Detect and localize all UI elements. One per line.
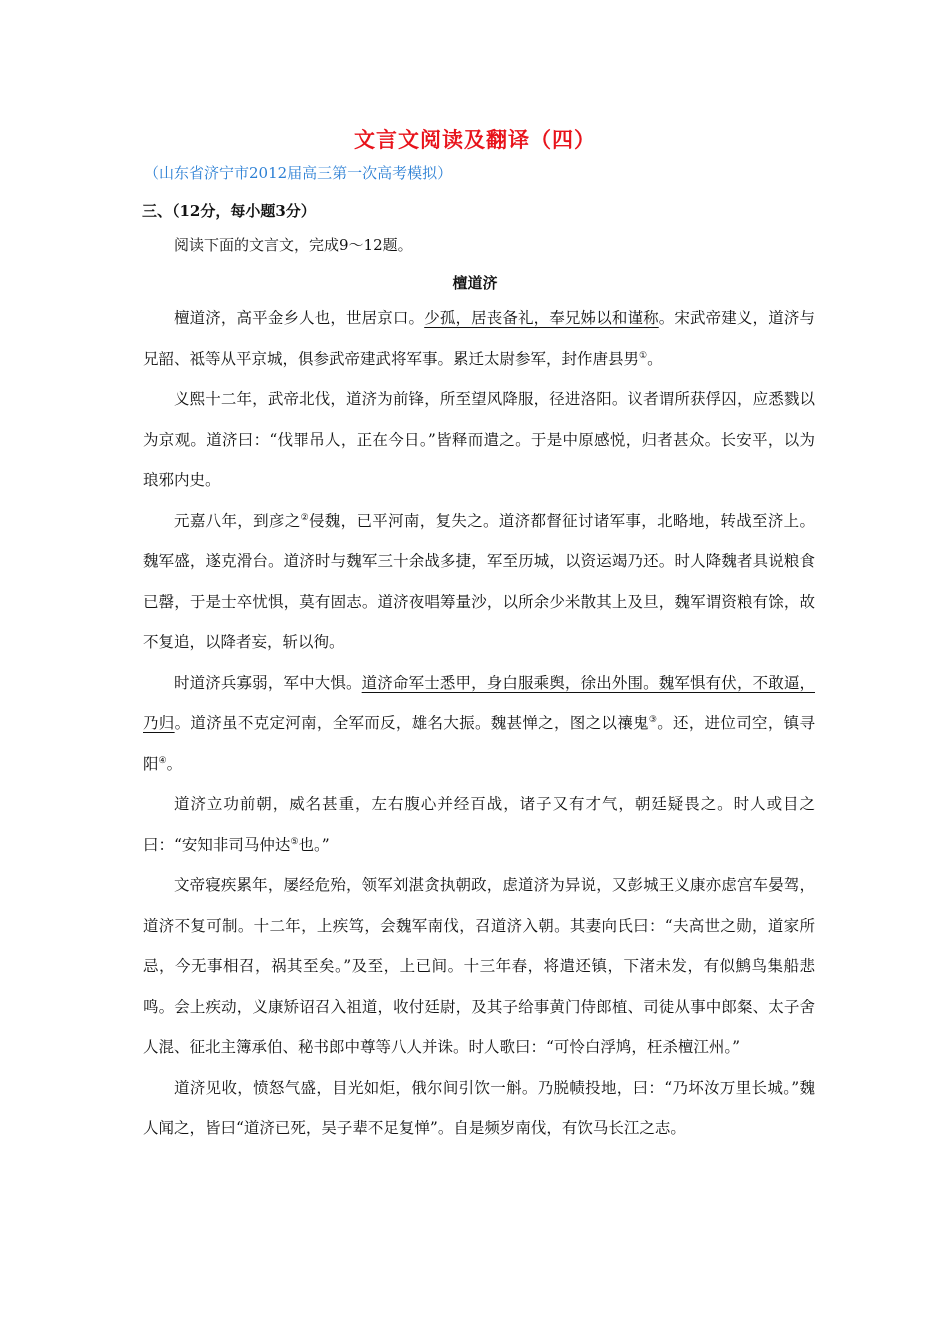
underlined-sentence: 道济命军士悉甲，身白服乘舆，徐出外围。魏军惧有伏，不敢逼，乃归 [143,673,815,732]
article-paragraph [143,379,815,501]
article-paragraph [143,865,815,1068]
section-heading: 三、（12分，每小题3分） [142,202,316,220]
underlined-sentence: 少孤，居丧备礼，奉兄姊以和谨称 [424,309,659,327]
paragraph-text: 。还，进位司空，镇寻阳 [143,714,815,773]
document-title: 文言文阅读及翻译（四） [354,127,596,152]
paragraph-text: 。宋武帝建义，道济与兄韶、祗等从平京城，俱参武帝建武将军事。累迁太尉参军，封作唐县男 [143,309,815,368]
paragraph-text: 道济见收，愤怒气盛，目光如炬，俄尔间引饮一斛。乃脱帻投地，曰：“乃坏汝万里长城。”魏人闻之，皆曰“道济已死，吴子辈不足复惮”。自是频岁南伐，有饮马长江之志。 [143,1078,815,1137]
article-paragraph [143,1068,815,1149]
instruction-text: 阅读下面的文言文，完成9～12题。 [174,236,413,254]
paragraph-text: 道济立功前朝，威名甚重，左右腹心并经百战，诸子又有才气，朝廷疑畏之。时人或目之曰：“安知非司马仲达 [143,795,815,854]
article-paragraph [143,663,815,785]
footnote-marker: ③ [648,715,658,725]
footnote-marker: ② [300,512,309,523]
article-title: 檀道济 [452,274,498,292]
paragraph-text: 也。” [298,835,330,854]
paragraph-text: 侵魏，已平河南，复失之。道济都督征讨诸军事，北略地，转战至济上。魏军盛，遂克滑台。道济时与魏军三十余战多捷，军至历城，以资运竭乃还。时人降魏者具说粮食已罄，于是士卒忧惧，莫有固志。道济夜唱筹量沙，以所余少米散其上及旦，魏军谓资粮有馀，故不复追，以降者妄，斩以徇。 [143,511,815,651]
paragraph-text: 文帝寝疾累年，屡经危殆，领军刘湛贪执朝政，虑道济为异说，又彭城王义康亦虑宫车晏驾，道济不复可制。十二年，上疾笃，会魏军南伐，召道济入朝。其妻向氏曰：“夫高世之勋，道家所忌，今无事相召，祸其至矣。”及至，上已间。十三年春，将遣还镇，下渚未发，有似鹪鸟集船悲鸣。会上疾动，义康矫诏召入祖道，收付廷尉，及其子给事黄门侍郎植、司徒从事中郎粲、太子舍人混、征北主簿承伯、秘书郎中尊等八人并诛。时人歌曰：“可怜白浮鸠，枉杀檀江州。” [143,876,815,1056]
article-paragraph [143,784,815,865]
paragraph-text: 。 [166,754,183,773]
article-paragraph [143,298,815,379]
article-paragraph [143,501,815,663]
paragraph-text: 檀道济，高平金乡人也，世居京口。 [174,309,425,327]
source-note: （山东省济宁市2012届高三第一次高考模拟） [144,164,453,182]
paragraph-text: 元嘉八年，到彦之 [174,511,301,530]
footnote-marker: ④ [158,755,167,766]
article-body [143,298,815,1149]
paragraph-text: 时道济兵寡弱，军中大惧。 [174,673,362,692]
paragraph-text: 义熙十二年，武帝北伐，道济为前锋，所至望风降服，径进洛阳。议者谓所获俘囚，应悉戮以为京观。道济曰：“伐罪吊人，正在今日。”皆释而遣之。于是中原感悦，归者甚众。长安平，以为琅邪内史。 [143,390,815,489]
paragraph-text: 。 [647,349,663,368]
footnote-marker: ⑤ [290,836,299,847]
footnote-marker: ① [639,350,648,361]
paragraph-text: 。道济虽不克定河南，全军而反，雄名大振。魏甚惮之，图之以禳鬼 [174,714,649,732]
